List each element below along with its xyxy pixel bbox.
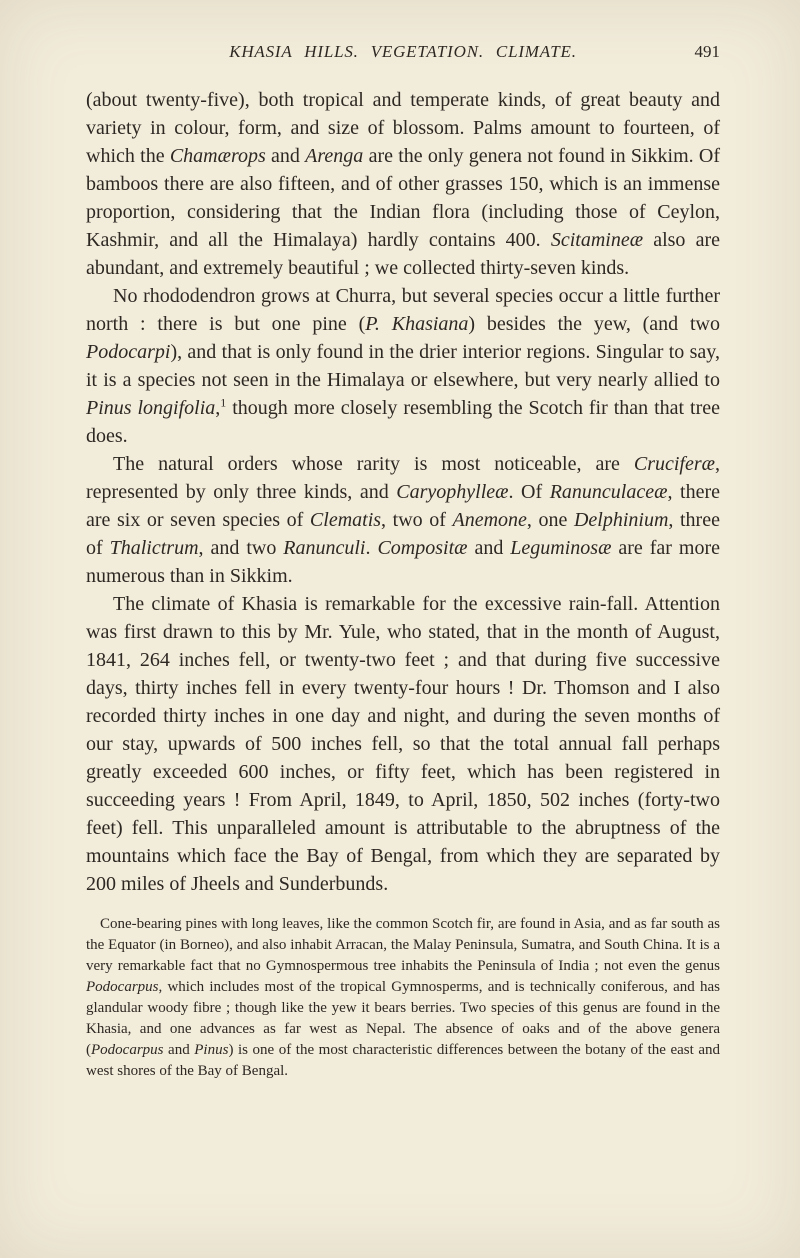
text-run: , which includes most of the tropical Gymnosperms, and is technically coniferous, and has glandular woody fibre ; though like the yew it bears berries. Two species of this genus are found in the Khasia, and one advances as far west as Nepal. The absence of oaks and of the above genera (	[86, 979, 720, 1058]
text-run: and	[265, 145, 306, 167]
footnote-marker: 1	[220, 395, 227, 410]
text-run: Cone-bearing pines with long leaves, like the common Scotch fir, are found in Asia, and as far south as the Equator (in Borneo), and also inhabit Arracan, the Malay Peninsula, Sumatra, and South China. It is a very remarkable fact that no Gymnospermous tree inhabits the Peninsula of India ; not even the genus	[86, 916, 720, 974]
page-header	[86, 42, 720, 66]
botanical-name: Pinus longifolia	[86, 397, 216, 419]
botanical-name: Podocarpus	[91, 1042, 164, 1058]
text-run: No rhododendron grows at Churra, but several species occur a little further north : there is but one pine (	[86, 285, 720, 335]
text-run: , one	[526, 509, 574, 531]
text-run: and	[163, 1042, 195, 1058]
text-run: though more closely resembling the Scotch fir than that tree does.	[86, 397, 720, 447]
text-run: are far more numerous than in Sikkim.	[86, 537, 720, 587]
text-run: ) besides the yew, (and two	[468, 313, 720, 335]
botanical-name: Chamærops	[169, 145, 266, 167]
paragraph-rhododendron-pine	[86, 282, 720, 450]
text-run: ,	[215, 397, 221, 419]
page-body	[86, 86, 720, 898]
botanical-name: Clematis	[309, 509, 382, 531]
botanical-name: Podocarpi	[86, 341, 171, 363]
running-title: KHASIA HILLS. VEGETATION. CLIMATE.	[229, 42, 577, 61]
text-run: , two of	[381, 509, 453, 531]
botanical-name: Arenga	[305, 145, 364, 167]
page-number: 491	[694, 42, 720, 61]
text-run: , and two	[198, 537, 284, 559]
text-run: . Of	[508, 481, 550, 503]
botanical-name: Compositæ	[377, 537, 468, 559]
text-run: and	[467, 537, 511, 559]
botanical-name: Anemone	[452, 509, 527, 531]
text-run: .	[365, 537, 378, 559]
paragraph-climate-rainfall	[86, 590, 720, 898]
botanical-name: Caryophylleæ	[396, 481, 509, 503]
botanical-name: Thalictrum	[109, 537, 199, 559]
text-run: also are abundant, and extremely beautiful ; we collected thirty-seven kinds.	[86, 229, 720, 279]
botanical-name: Podocarpus	[86, 979, 159, 995]
text-run: The natural orders whose rarity is most noticeable, are	[113, 453, 634, 475]
botanical-name: Ranunculi	[283, 537, 366, 559]
text-run: , represented by only three kinds, and	[86, 453, 720, 503]
botanical-name: P. Khasiana	[365, 313, 469, 335]
text-run: are the only genera not found in Sikkim. Of bamboos there are also fifteen, and of other grasses 150, which is an immense proportion, considering that the Indian flora (including those of Ceylon, Kashmir, and all the Himalaya) hardly contains 400.	[86, 145, 720, 251]
footnote	[86, 914, 720, 1082]
paragraph-natural-orders	[86, 450, 720, 590]
botanical-name: Ranunculaceæ	[549, 481, 668, 503]
text-run: The climate of Khasia is remarkable for the excessive rain-fall. Attention was first drawn to this by Mr. Yule, who stated, that in the month of August, 1841, 264 inches fell, or twenty-two feet ; and that during five successive days, thirty inches fell in every twenty-four hours ! Dr. Thomson and I also recorded thirty inches in one day and night, and during the seven months of our stay, upwards of 500 inches fell, so that the total annual fall perhaps greatly exceeded 600 inches, or fifty feet, which has been registered in succeeding years ! From April, 1849, to April, 1850, 502 inches (forty-two feet) fell. This unparalleled amount is attributable to the abruptness of the mountains which face the Bay of Bengal, from which they are separated by 200 miles of Jheels and Sunderbunds.	[86, 593, 720, 895]
text-run: (about twenty-five), both tropical and temperate kinds, of great beauty and variety in colour, form, and size of blossom. Palms amount to fourteen, of which the	[86, 89, 720, 167]
text-run: , three of	[86, 509, 720, 559]
text-run: ) is one of the most characteristic differences between the botany of the east and west shores of the Bay of Bengal.	[86, 1042, 720, 1079]
botanical-name: Scitamineæ	[550, 229, 644, 251]
botanical-name: Pinus	[194, 1042, 229, 1058]
botanical-name: Cruciferæ	[633, 453, 715, 475]
text-run: ), and that is only found in the drier interior regions. Singular to say, it is a species not seen in the Himalaya or elsewhere, but very nearly allied to	[86, 341, 720, 391]
text-run: , there are six or seven species of	[86, 481, 720, 531]
botanical-name: Delphinium	[573, 509, 669, 531]
paragraph-flora-counts	[86, 86, 720, 282]
botanical-name: Leguminosæ	[510, 537, 612, 559]
